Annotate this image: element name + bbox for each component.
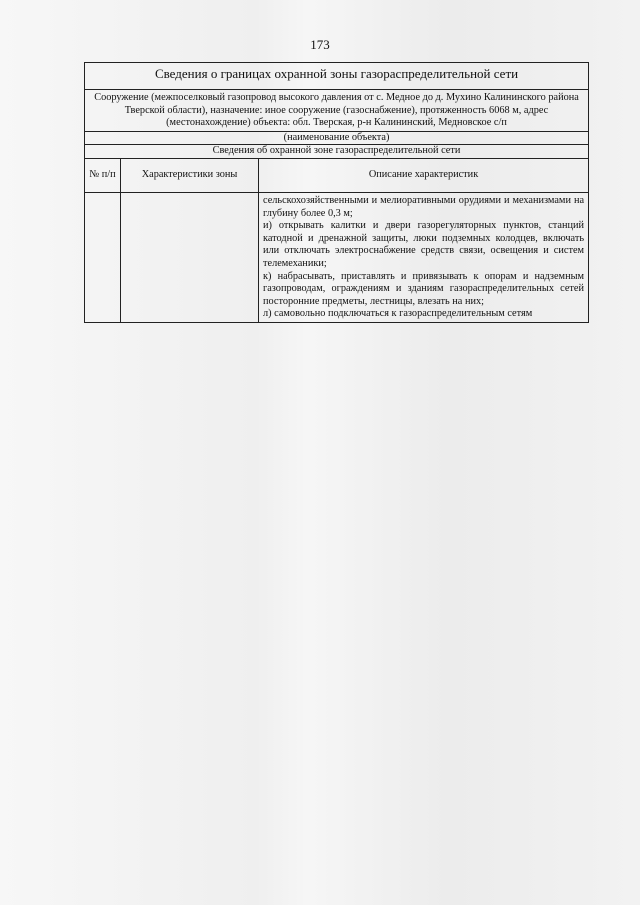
object-description: Сооружение (межпоселковый газопровод высокого давления от с. Медное до д. Мухино Калининского района Тверской области), назначение: иное сооружение (газоснабжение), протяженность 6068 м, адрес (местонахождение) объекта: обл. Тверская, р-н Калининский, Медновское с/п — [85, 90, 589, 132]
table-row — [85, 192, 589, 322]
page-number: 173 — [310, 37, 330, 52]
table-title: Сведения о границах охранной зоны газораспределительной сети — [85, 63, 589, 90]
column-header-description: Описание характеристик — [259, 158, 589, 192]
column-header-number: № п/п — [85, 158, 121, 192]
column-header-zone: Характеристики зоны — [121, 158, 259, 192]
row-number-cell — [85, 192, 121, 322]
zone-table — [84, 62, 589, 323]
section-title: Сведения об охранной зоне газораспределительной сети — [85, 145, 589, 159]
row-zone-cell — [121, 192, 259, 322]
description-paragraph: и) открывать калитки и двери газорегуляторных пунктов, станций катодной и дренажной защиты, люки подземных колодцев, включать или отключать электроснабжение средств связи, освещения и систем телемеханики; — [263, 220, 585, 269]
description-paragraph: л) самовольно подключаться к газораспределительным сетям — [263, 308, 533, 320]
description-paragraph: к) набрасывать, приставлять и привязывать к опорам и надземным газопроводам, ограждениям и зданиям газораспределительных сетей посторонние предметы, лестницы, влезать на них; — [263, 270, 585, 307]
row-description-cell — [259, 192, 589, 322]
description-paragraph: сельскохозяйственными и мелиоративными орудиями и механизмами на глубину более 0,3 м; — [263, 194, 585, 219]
object-caption: (наименование объекта) — [85, 131, 589, 145]
